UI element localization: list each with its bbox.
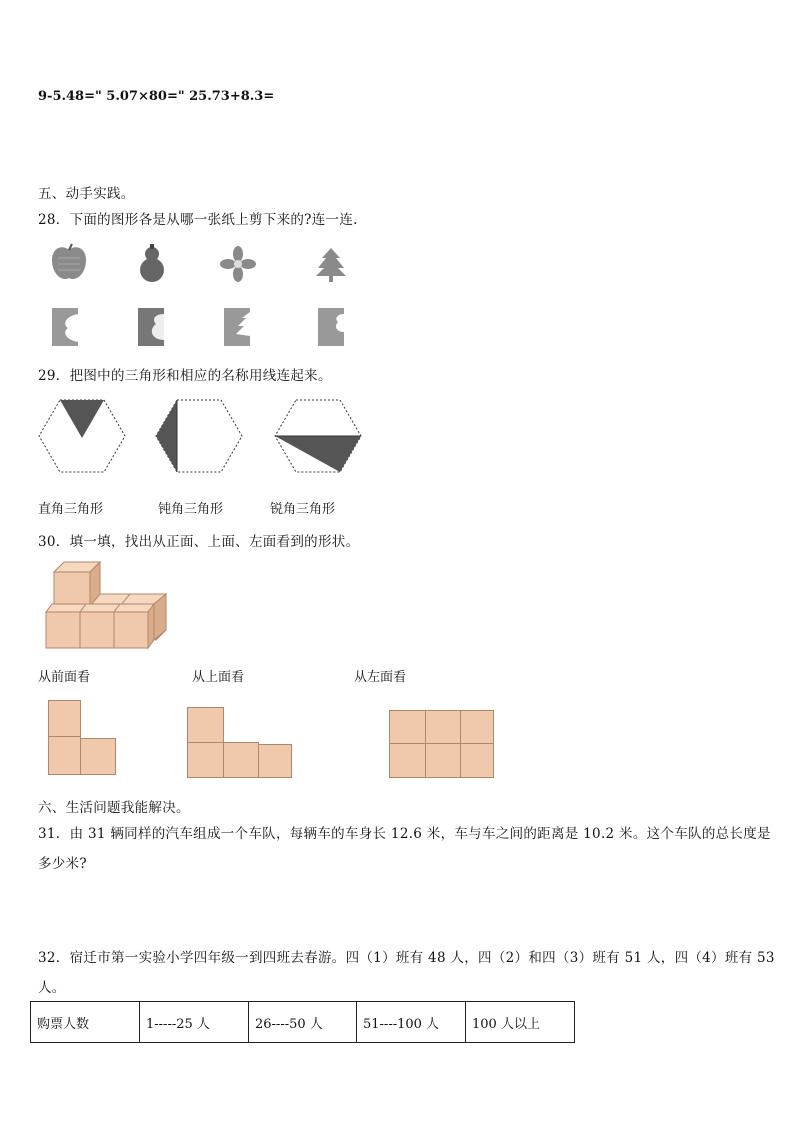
- top-view-grid: [187, 707, 295, 779]
- flower-cutout-icon: [220, 246, 256, 282]
- question-30: 30．填一填，找出从正面、上面、左面看到的形状。: [38, 534, 360, 550]
- question-28: 28．下面的图形各是从哪一张纸上剪下来的?连一连.: [38, 212, 358, 228]
- label-right-triangle: 直角三角形: [38, 502, 104, 517]
- folded-paper-c-icon: [222, 306, 254, 348]
- table-cell: 1-----25 人: [140, 1002, 249, 1043]
- apple-cutout-icon: [50, 244, 88, 284]
- section-6-heading: 六、生活问题我能解决。: [38, 800, 190, 816]
- hexagon-obtuse-triangle: [155, 398, 243, 474]
- table-cell: 26----50 人: [249, 1002, 357, 1043]
- label-top-view: 从上面看: [192, 670, 245, 685]
- folded-paper-a-icon: [50, 306, 82, 348]
- hexagon-acute-triangle: [274, 398, 362, 474]
- question-31-line-1: 31．由 31 辆同样的汽车组成一个车队，每辆车的车身长 12.6 米，车与车之间的距离是 10.2 米。这个车队的总长度是: [38, 826, 771, 842]
- table-cell: 100 人以上: [466, 1002, 575, 1043]
- label-left-view: 从左面看: [354, 670, 407, 685]
- table-cell: 51----100 人: [357, 1002, 466, 1043]
- question-32-line-2: 人。: [38, 980, 66, 996]
- question-32-line-1: 32．宿迁市第一实验小学四年级一到四班去春游。四（1）班有 48 人，四（2）和四（3）班有 51 人，四（4）班有 53: [38, 950, 775, 966]
- section-5-heading: 五、动手实践。: [38, 186, 135, 202]
- table-cell-header: 购票人数: [31, 1002, 140, 1043]
- question-29: 29．把图中的三角形和相应的名称用线连起来。: [38, 368, 332, 384]
- ticket-price-table: [30, 1001, 575, 1043]
- front-view-grid: [48, 700, 118, 778]
- hexagon-right-triangle: [38, 398, 126, 474]
- cube-stack-figure: [44, 560, 170, 650]
- folded-paper-d-icon: [316, 306, 348, 348]
- table-row: [31, 1002, 575, 1043]
- gourd-cutout-icon: [136, 244, 168, 284]
- folded-paper-b-icon: [136, 306, 168, 348]
- question-31-line-2: 多少米?: [38, 856, 87, 872]
- arithmetic-line: 9-5.48=" 5.07×80=" 25.73+8.3=: [38, 89, 275, 104]
- label-front-view: 从前面看: [38, 670, 91, 685]
- left-view-grid: [389, 710, 497, 780]
- label-obtuse-triangle: 钝角三角形: [158, 502, 224, 517]
- label-acute-triangle: 锐角三角形: [270, 502, 336, 517]
- tree-cutout-icon: [316, 248, 346, 282]
